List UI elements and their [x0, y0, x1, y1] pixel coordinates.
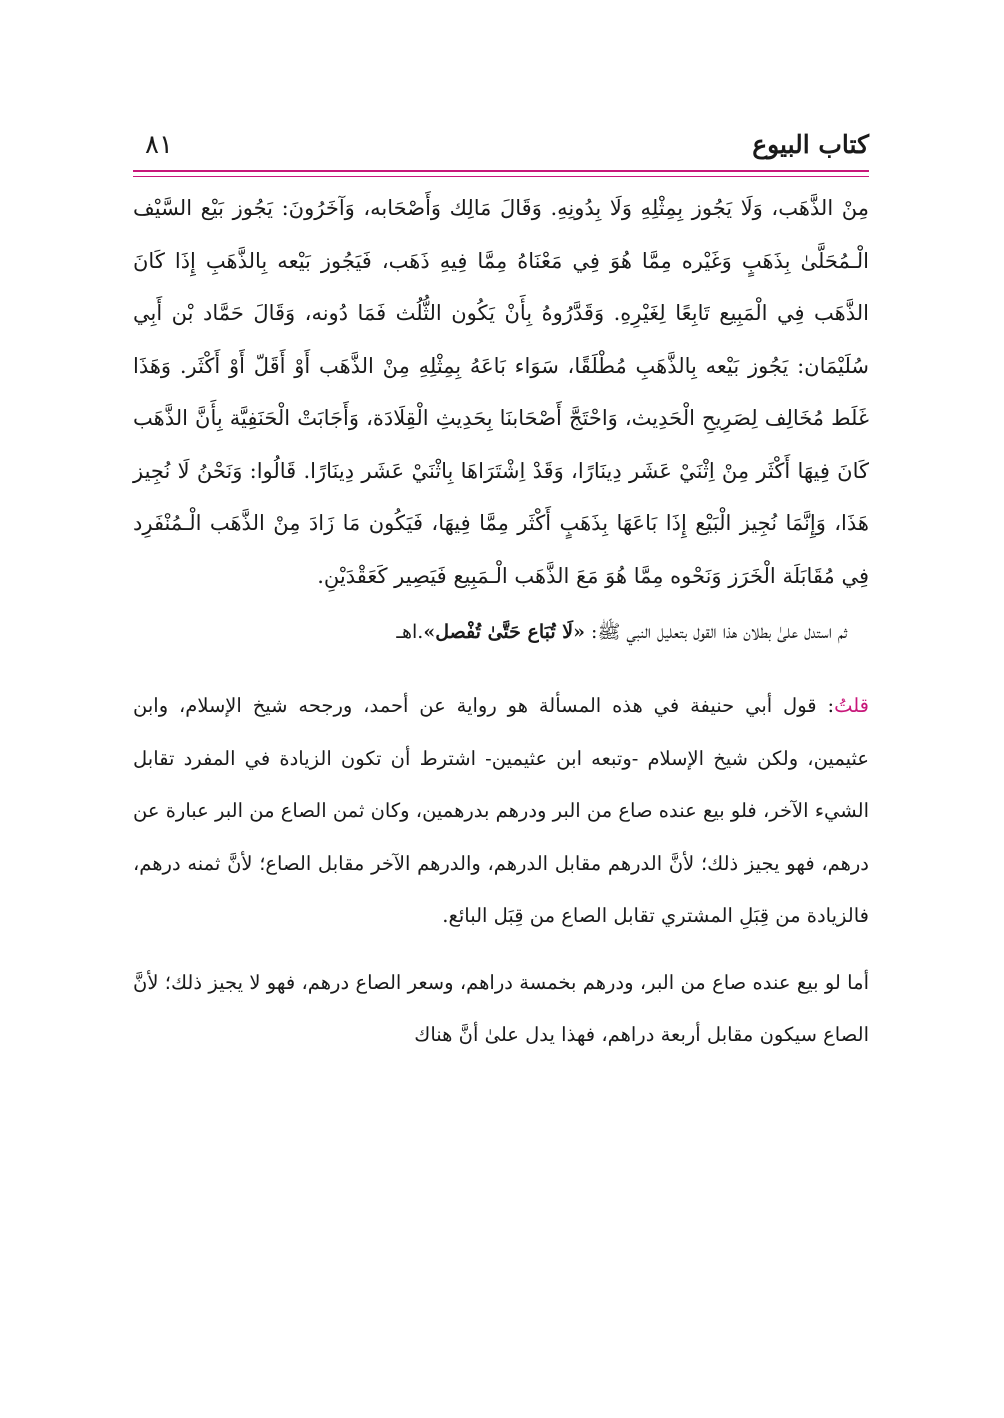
conclusion-suffix: .اهـ	[396, 621, 424, 643]
header-rule-bottom	[133, 176, 869, 177]
note-lead-word: قلتُ	[834, 694, 869, 717]
hadith-quote: «لَا تُبَاع حَتَّىٰ تُفْصل»	[423, 621, 585, 643]
continuation-paragraph: أما لو بيع عنده صاع من البر، ودرهم بخمسة دراهم، وسعر الصاع درهم، فهو لا يجيز ذلك؛ لأنَّ الصاع سيكون مقابل أربعة دراهم، فهذا يدل علىٰ أنَّ هناك	[133, 970, 869, 1046]
note-body: : قول أبي حنيفة في هذه المسألة هو رواية عن أحمد، ورجحه شيخ الإسلام، وابن عثيمين، ولكن شيخ الإسلام -وتبعه ابن عثيمين- اشترط أن تكون الزيادة في المفرد تقابل الشيء الآخر، فلو بيع عنده صاع من البر ودرهم بدرهمين، وكان ثمن الصاع من البر عبارة عن درهم، فهو يجيز ذلك؛ لأنَّ الدرهم مقابل الدرهم، والدرهم الآخر مقابل الصاع؛ لأنَّ ثمنه درهم، فالزيادة من قِبَلِ المشتري تقابل الصاع من قِبَل البائع.	[133, 694, 869, 927]
conclusion-text: ثم استدل علىٰ بطلان هذا القول بتعليل النبي ﷺ:	[585, 621, 847, 643]
header-rule-top	[133, 170, 869, 172]
page-number: ٨١	[145, 130, 173, 160]
running-header	[133, 128, 869, 168]
book-title: كتاب البيوع	[752, 130, 869, 159]
conclusion-paragraph	[133, 606, 869, 658]
author-note-paragraph	[133, 680, 869, 943]
quoted-commentary-paragraph: مِنْ الذَّهَب، وَلَا يَجُوز بِمِثْلِهِ وَلَا بِدُونِهِ. وَقَالَ مَالِك وَأَصْحَابه، وَآخَرُونَ: يَجُوز بَيْع السَّيْف الْـمُحَلَّىٰ بِذَهَبٍ وَغَيْره مِمَّا هُوَ فِي مَعْنَاهُ مِمَّا فِيهِ ذَهَب، فَيَجُوز بَيْعه بِالذَّهَبِ إِذَا كَانَ الذَّهَب فِي الْمَبِيع تَابِعًا لِغَيْرِهِ. وَقَدَّرُوهُ بِأَنْ يَكُون الثُّلُث فَمَا دُونه، وَقَالَ حَمَّاد بْن أَبِي سُلَيْمَان: يَجُوز بَيْعه بِالذَّهَبِ مُطْلَقًا، سَوَاء بَاعَهُ بِمِثْلِهِ مِنْ الذَّهَب أَوْ أَقَلّ أَوْ أَكْثَر. وَهَذَا غَلَط مُخَالِف لِصَرِيحِ الْحَدِيث، وَاحْتَجَّ أَصْحَابنَا بِحَدِيثِ الْقِلَادَة، وَأَجَابَتْ الْحَنَفِيَّة بِأَنَّ الذَّهَب كَانَ فِيهَا أَكْثَر مِنْ اِثْنَيْ عَشَر دِينَارًا، وَقَدْ اِشْتَرَاهَا بِاثْنَيْ عَشَر دِينَارًا. قَالُوا: وَنَحْنُ لَا نُجِيز هَذَا، وَإِنَّمَا نُجِيز الْبَيْع إِذَا بَاعَهَا بِذَهَبٍ أَكْثَر مِمَّا فِيهَا، فَيَكُون مَا زَادَ مِنْ الذَّهَب الْـمُنْفَرِد فِي مُقَابَلَة الْخَرَز وَنَحْوه مِمَّا هُوَ مَعَ الذَّهَب الْـمَبِيع فَيَصِير كَعَقْدَيْنِ.	[133, 196, 869, 588]
page-body	[133, 182, 869, 1062]
